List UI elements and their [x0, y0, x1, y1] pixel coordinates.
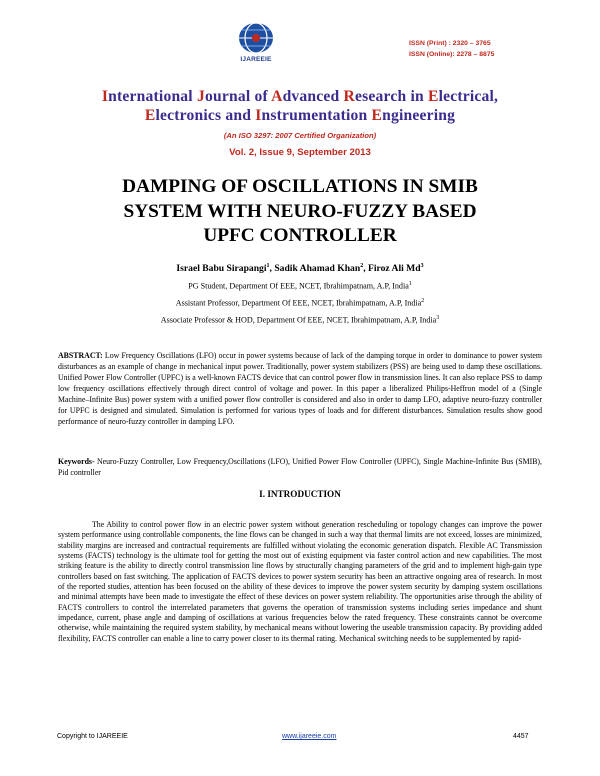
keywords [58, 456, 542, 478]
title-line: DAMPING OF OSCILLATIONS IN SMIB [122, 176, 478, 197]
journal-initial: I [101, 88, 109, 105]
journal-initial: E [427, 88, 439, 105]
keywords-text: - Neuro-Fuzzy Controller, Low Frequency,Oscillations (LFO), Unified Power Flow Controller (UPFC), Single Machine-Infinite Bus (SMIB), Pid controller [58, 457, 542, 478]
keywords-label: Keywords [58, 457, 92, 466]
journal-initial: I [255, 107, 262, 124]
title-line: UPFC CONTROLLER [203, 225, 397, 246]
introduction-paragraph: The Ability to control power flow in an electric power system without generation rescheduling or topology changes can improve the power system performance using controllable components, the line flows can be changed in such a way that thermal limits are not exceed, losses are minimized, stability margins are increased and contractual requirements are fulfilled without violating the economic generation dispatch. Flexible AC Transmission systems (FACTS) technology is the ultimate tool for getting the most out of existing equipment via faster control action and new capabilities. The most striking feature is the ability to directly control transmission line flows by structurally changing parameters of the grid and to implement high-gain type controllers based on fast switching. The application of FACTS devices to power system security has been an attractive ongoing area of research. In most of the reported studies, attention has been focused on the ability of these devices to improve the power system security by damping system oscillations and minimal attempts have been made to investigate the effect of these devices on power system reliability. The opportunities arise through the ability of FACTS controllers to control the interrelated parameters that governs the operation of transmission systems including series impedance and shunt impedance, current, phase angle and damping of oscillations at various frequencies below the rated frequency. These constraints cannot be overcome otherwise, while maintaining the required system stability, by mechanical means without lowering the useable transmission capacity. By providing added flexibility, FACTS controller can enable a line to carry power closer to its thermal rating. Mechanical switching needs to be supplemented by rapid- [58, 520, 542, 643]
author-sup: 2 [360, 263, 364, 269]
page-number: 4457 [513, 733, 529, 740]
author-name: Sadik Ahamad Khan [274, 263, 361, 275]
journal-word: ngineering [382, 107, 456, 124]
issn-block [409, 38, 494, 60]
journal-initial: J [196, 88, 205, 105]
affiliation: Assistant Professor, Department Of EEE, NCET, Ibrahimpatnam, A.P, India$^2$ [175, 298, 425, 308]
author-name: Firoz Ali Md [367, 263, 421, 275]
journal-initial: R [343, 88, 355, 105]
footer-copyright: Copyright to IJAREEIE [57, 733, 128, 740]
journal-logo-icon [236, 20, 276, 56]
journal-word: and [225, 107, 256, 124]
journal-word: in [410, 88, 428, 105]
journal-initial: A [271, 88, 283, 105]
journal-title-line-1 [0, 88, 600, 106]
journal-initial: E [144, 107, 156, 124]
journal-word: nstrumentation [261, 107, 372, 124]
journal-word: lectronics [155, 107, 226, 124]
section-heading: I. INTRODUCTION [259, 489, 341, 499]
author-list: Israel Babu Sirapangi$^1$, Sadik Ahamad Khan$^2$, Firoz Ali Md$^3$ [176, 263, 424, 275]
footer-url-link[interactable]: www.ijareeie.com [282, 733, 337, 740]
issn-print: ISSN (Print) : 2320 – 3765 [409, 40, 491, 47]
paper-title [60, 175, 540, 249]
journal-word: esearch [354, 88, 411, 105]
journal-initial: E [371, 107, 383, 124]
abstract-label: ABSTRACT: [58, 351, 103, 360]
abstract [58, 350, 542, 427]
journal-word: lectrical, [438, 88, 499, 105]
title-line: SYSTEM WITH NEURO-FUZZY BASED [123, 200, 477, 222]
author-name: Israel Babu Sirapangi [176, 263, 267, 275]
affiliation: Associate Professor & HOD, Department Of EEE, NCET, Ibrahimpatnam, A.P, India$^3$ [160, 315, 440, 325]
author-sup: 1 [266, 263, 270, 269]
certification-note: (An ISO 3297: 2007 Certified Organization) [223, 131, 377, 140]
abstract-text: Low Frequency Oscillations (LFO) occur in power systems because of lack of the damping torque in order to dominance to power system disturbances as an example of change in mechanical input power. Traditionally, power system stabilizers (PSS) are being used to damp these oscillations. Unified Power Flow Controller (UPFC) is a well-known FACTS device that can control power flow in transmission lines. It can also replace PSS to damp low frequency oscillations effectively through direct control of voltage and power. In this paper a liberalized Philips-Heffron model of a (Single Machine–Infinite Bus) power system with a unified power flow controller is considered and also in order to damp LFO, adaptive neuro-fuzzy controller for UPFC is designed and simulated. Simulation is performed for various types of loads and for different disturbances. Simulation results show good performance of neuro-fuzzy controller in damping LFO. [58, 351, 542, 427]
issn-online: ISSN (Online): 2278 – 8875 [409, 51, 495, 58]
journal-word: dvanced [282, 88, 344, 105]
logo-text: IJAREEIE [240, 56, 272, 63]
journal-title-line-2 [0, 107, 600, 125]
journal-word: of [254, 88, 272, 105]
author-sup: 3 [420, 263, 424, 269]
volume-issue: Vol. 2, Issue 9, September 2013 [229, 147, 371, 158]
journal-word: nternational [108, 88, 197, 105]
journal-word: ournal [204, 88, 255, 105]
affiliation: PG Student, Department Of EEE, NCET, Ibrahimpatnam, A.P, India$^1$ [188, 281, 412, 291]
